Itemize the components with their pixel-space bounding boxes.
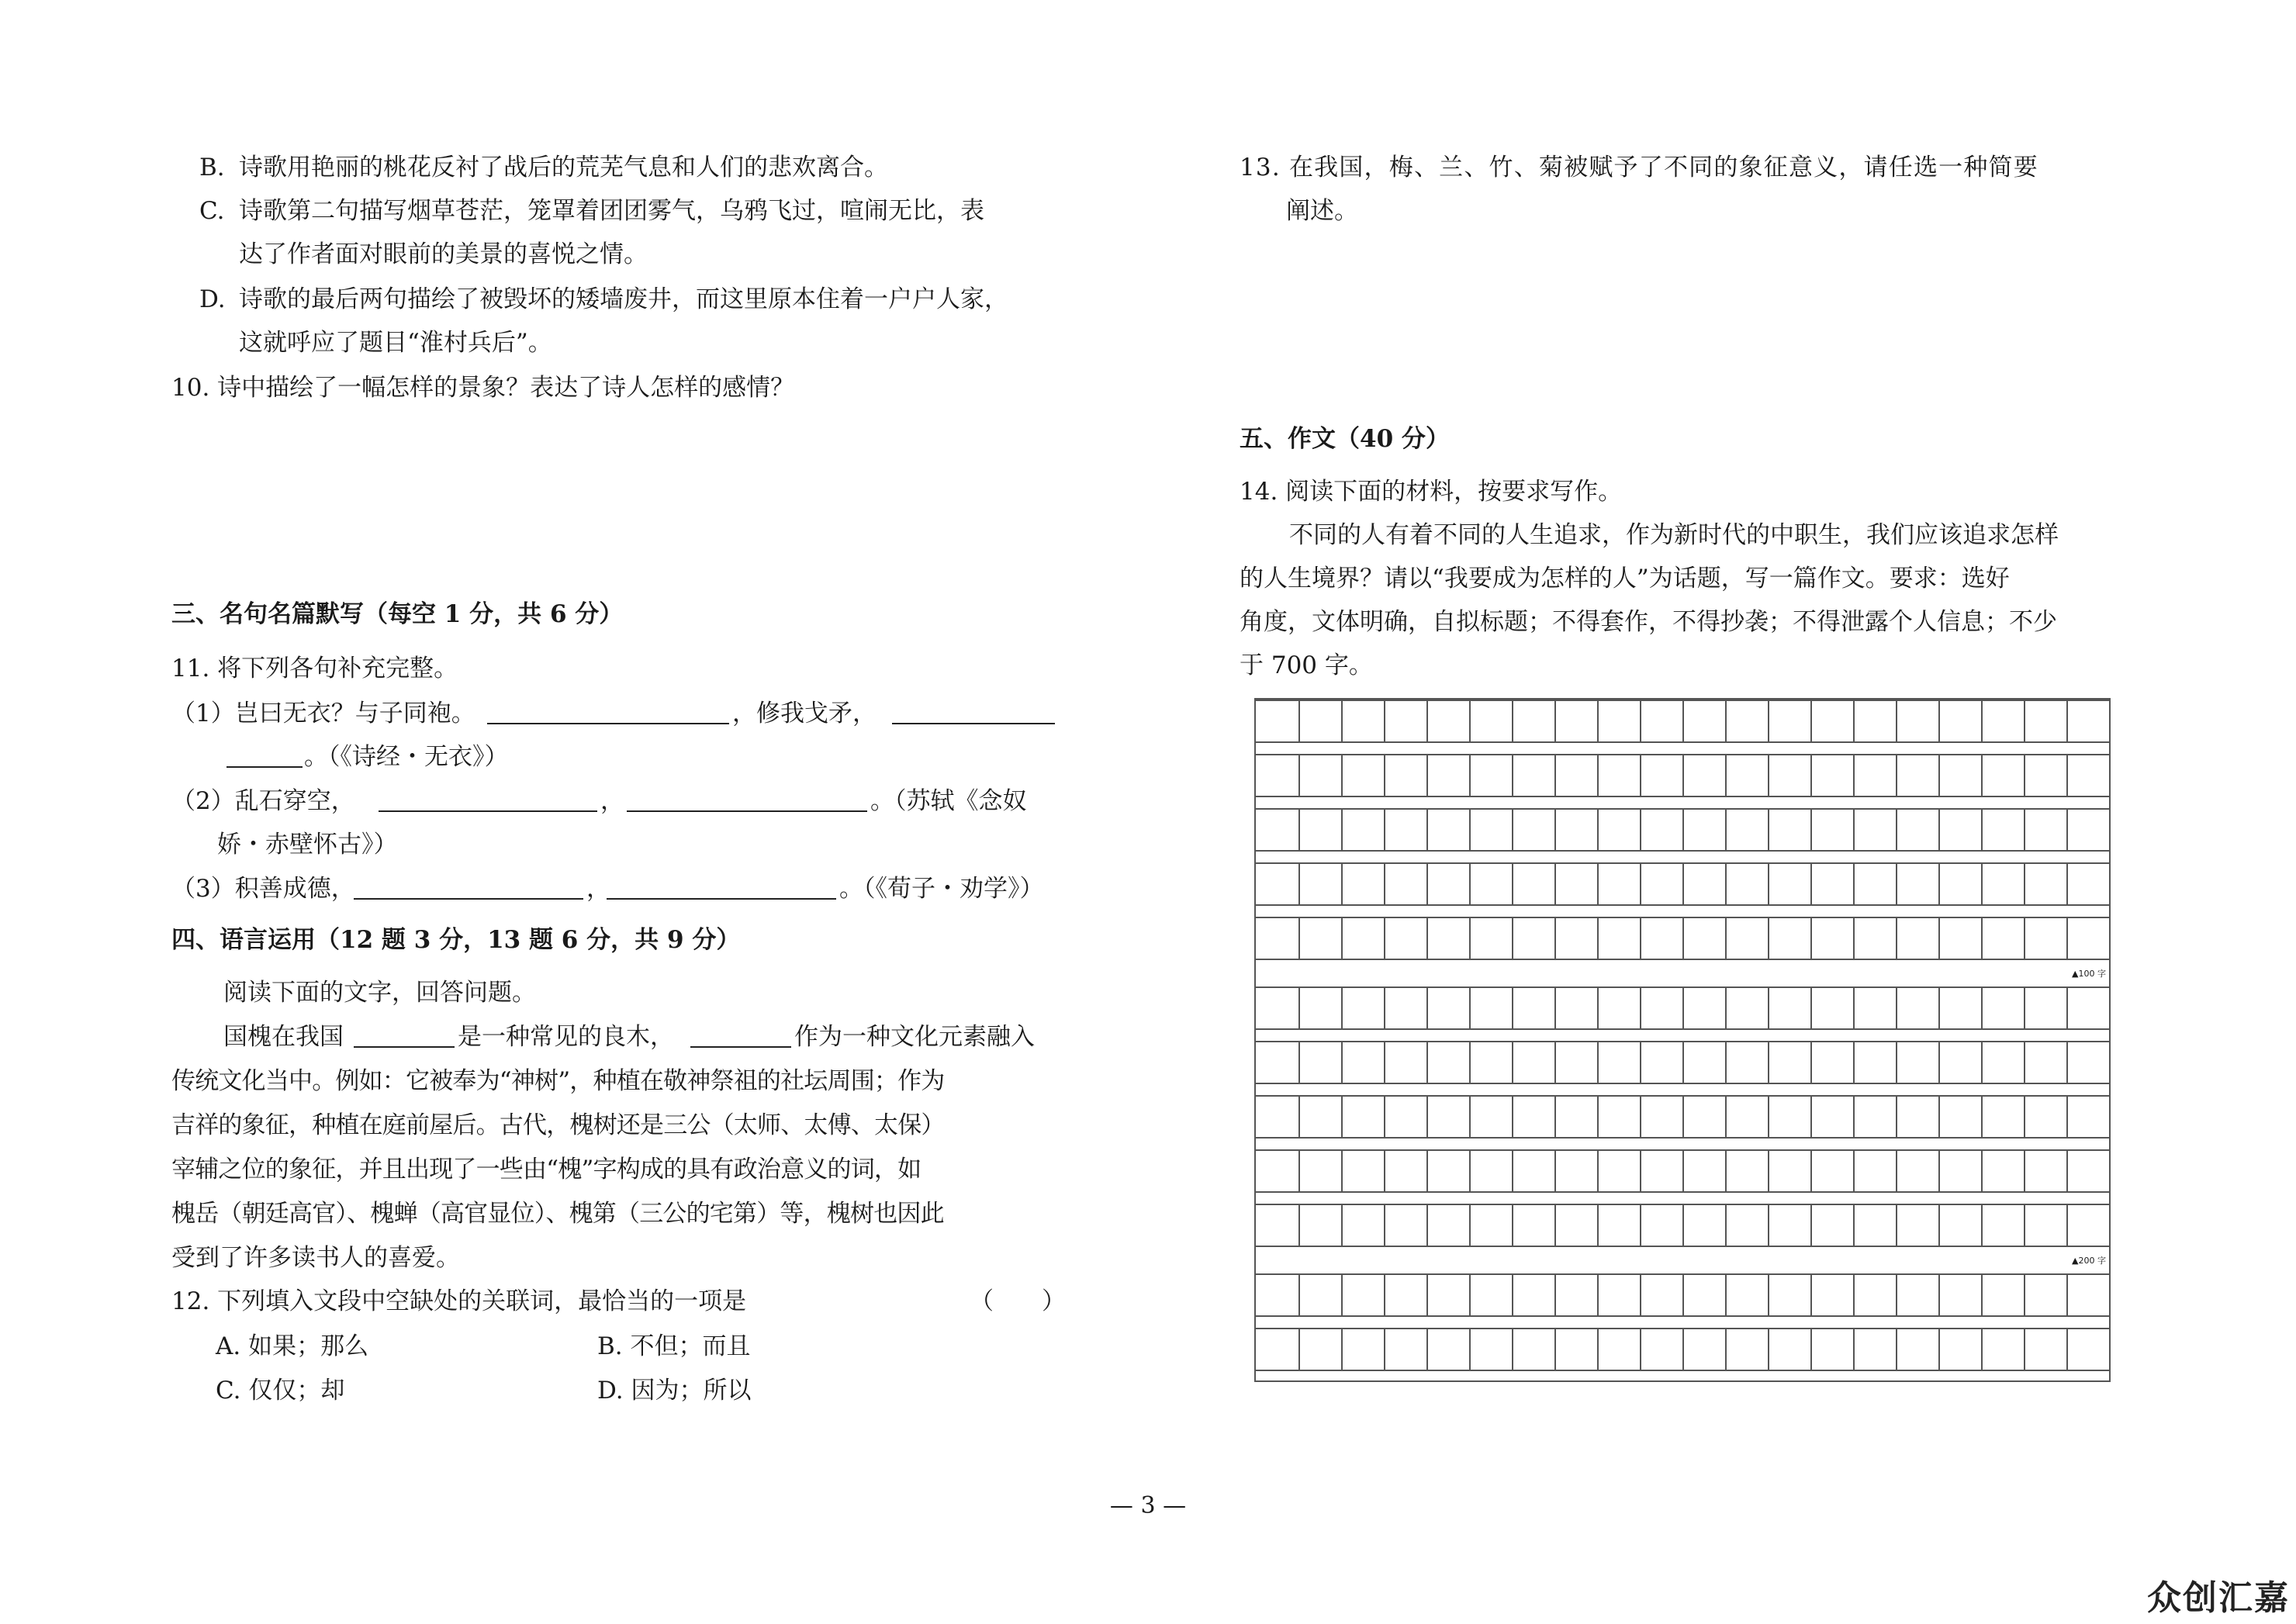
section-4-title: 四、语言运用（12 题 3 分，13 题 6 分，共 9 分） (171, 926, 741, 954)
passage-text: 吉祥的象征，种植在庭前屋后。古代，槐树还是三公（太师、太傅、太保） (171, 1111, 945, 1139)
grid-cell-line (1981, 755, 1983, 796)
grid-cell-line (1810, 1097, 1812, 1137)
answer-blank[interactable] (354, 1021, 455, 1048)
grid-cell-line (1768, 810, 1769, 850)
grid-cell-line (1938, 1205, 1940, 1246)
grid-cell-line (1597, 1329, 1599, 1370)
grid-cell-line (1426, 1151, 1428, 1191)
grid-cell-line (1469, 1275, 1471, 1315)
grid-cell-line (1725, 755, 1727, 796)
grid-cell-line (1384, 918, 1385, 959)
answer-blank[interactable] (690, 1021, 791, 1048)
grid-cell-line (1896, 755, 1897, 796)
grid-cell-line (1725, 1205, 1727, 1246)
read-prompt: 阅读下面的文字，回答问题。 (223, 979, 536, 1007)
grid-cell-line (1640, 1097, 1641, 1137)
grid-cell-line (1298, 755, 1300, 796)
grid-cell-line (1640, 810, 1641, 850)
grid-cell-line (1469, 755, 1471, 796)
grid-cell-line (1981, 1042, 1983, 1083)
grid-cell-line (1298, 701, 1300, 741)
grid-cell-line (1896, 1151, 1897, 1191)
grid-cell-line (1938, 864, 1940, 904)
grid-cell-line (1981, 988, 1983, 1028)
grid-cell-line (1981, 810, 1983, 850)
grid-cell-line (2024, 1275, 2025, 1315)
grid-cell-line (1512, 1097, 1513, 1137)
grid-cell-line (1597, 1097, 1599, 1137)
grid-cell-line (1298, 810, 1300, 850)
item-text: ， (586, 875, 610, 903)
grid-cell-line (2024, 1205, 2025, 1246)
grid-cell-line (1682, 864, 1684, 904)
grid-cell-line (1896, 918, 1897, 959)
grid-cell-line (1725, 1042, 1727, 1083)
grid-cell-line (1853, 1205, 1855, 1246)
grid-cell-line (1341, 1042, 1343, 1083)
grid-cell-line (2024, 1151, 2025, 1191)
grid-cell-line (1469, 810, 1471, 850)
grid-cell-line (1597, 864, 1599, 904)
question-12: 12. 下列填入文段中空缺处的关联词，最恰当的一项是 (171, 1287, 747, 1315)
grid-cell-line (1384, 1275, 1385, 1315)
grid-cell-line (1298, 1329, 1300, 1370)
grid-cell-line (2066, 1205, 2068, 1246)
grid-cell-line (1426, 1042, 1428, 1083)
grid-cell-line (1341, 1151, 1343, 1191)
grid-cell-line (1810, 1042, 1812, 1083)
grid-cell-line (1640, 918, 1641, 959)
grid-cell-line (1554, 755, 1556, 796)
grid-cell-line (1384, 701, 1385, 741)
grid-cell-line (1469, 1097, 1471, 1137)
grid-cell-line (1981, 1205, 1983, 1246)
option-label: B. (199, 154, 225, 181)
answer-blank[interactable] (354, 873, 583, 900)
grid-cell-line (1725, 810, 1727, 850)
grid-cell-line (1768, 864, 1769, 904)
grid-cell-line (2066, 701, 2068, 741)
grid-cell-line (1298, 918, 1300, 959)
grid-cell-line (1341, 864, 1343, 904)
option-text: 诗歌的最后两句描绘了被毁坏的矮墙废井，而这里原本住着一户户人家， (239, 285, 1008, 313)
passage-text: 作为一种文化元素融入 (794, 1023, 1035, 1051)
word-count-marker-200: ▲200 字 (2072, 1256, 2106, 1266)
grid-cell-line (1554, 1329, 1556, 1370)
grid-cell-line (1512, 918, 1513, 959)
grid-cell-line (1469, 988, 1471, 1028)
grid-cell-line (1725, 1151, 1727, 1191)
grid-cell-line (1426, 1275, 1428, 1315)
item-text: 。（《荀子・劝学》） (839, 875, 1044, 903)
grid-cell-line (1512, 988, 1513, 1028)
grid-cell-line (2024, 1042, 2025, 1083)
grid-cell-line (1640, 1151, 1641, 1191)
grid-cell-line (1298, 1151, 1300, 1191)
grid-cell-line (1341, 810, 1343, 850)
grid-cell-line (1341, 755, 1343, 796)
grid-cell-line (1896, 1097, 1897, 1137)
grid-cell-line (2024, 1329, 2025, 1370)
grid-row (1256, 754, 2109, 797)
grid-cell-line (1682, 918, 1684, 959)
grid-cell-line (1938, 1097, 1940, 1137)
grid-cell-line (2024, 810, 2025, 850)
grid-cell-line (1469, 918, 1471, 959)
grid-cell-line (2024, 864, 2025, 904)
section-3-title: 三、名句名篇默写（每空 1 分，共 6 分） (171, 600, 624, 628)
answer-blank[interactable] (487, 698, 729, 724)
option-label: C. (199, 197, 225, 225)
grid-cell-line (2066, 1275, 2068, 1315)
grid-row (1256, 1328, 2109, 1371)
option-text: 达了作者面对眼前的美景的喜悦之情。 (239, 240, 648, 268)
grid-cell-line (1512, 1042, 1513, 1083)
q12-option-c: C. 仅仅；却 (216, 1377, 345, 1405)
grid-cell-line (1640, 755, 1641, 796)
grid-cell-line (1810, 701, 1812, 741)
grid-cell-line (1640, 1205, 1641, 1246)
grid-cell-line (1554, 701, 1556, 741)
grid-cell-line (1341, 1097, 1343, 1137)
grid-cell-line (1554, 864, 1556, 904)
grid-cell-line (1384, 864, 1385, 904)
grid-cell-line (1810, 755, 1812, 796)
grid-cell-line (1512, 810, 1513, 850)
grid-cell-line (1384, 1097, 1385, 1137)
grid-cell-line (2066, 918, 2068, 959)
grid-cell-line (1896, 810, 1897, 850)
grid-cell-line (1597, 1275, 1599, 1315)
grid-cell-line (1554, 1275, 1556, 1315)
grid-cell-line (1384, 1205, 1385, 1246)
grid-cell-line (1597, 1205, 1599, 1246)
passage-text: 传统文化当中。例如：它被奉为“神树”，种植在敬神祭祖的社坛周围；作为 (171, 1067, 945, 1095)
grid-cell-line (1597, 1042, 1599, 1083)
grid-cell-line (1725, 1329, 1727, 1370)
grid-cell-line (1725, 701, 1727, 741)
grid-cell-line (1512, 864, 1513, 904)
item-text: （3）积善成德， (171, 875, 355, 903)
grid-cell-line (2024, 918, 2025, 959)
grid-cell-line (1426, 864, 1428, 904)
grid-cell-line (1853, 1329, 1855, 1370)
grid-cell-line (1682, 1097, 1684, 1137)
grid-cell-line (1512, 701, 1513, 741)
grid-cell-line (1981, 864, 1983, 904)
grid-cell-line (1597, 701, 1599, 741)
grid-cell-line (1512, 1275, 1513, 1315)
passage-text: 槐岳（朝廷高官）、槐蝉（高官显位）、槐第（三公的宅第）等，槐树也因此 (171, 1200, 944, 1228)
grid-cell-line (1768, 1151, 1769, 1191)
grid-cell-line (1384, 810, 1385, 850)
grid-cell-line (1682, 701, 1684, 741)
grid-row (1256, 700, 2109, 743)
grid-cell-line (1384, 1042, 1385, 1083)
grid-cell-line (1682, 988, 1684, 1028)
grid-cell-line (1853, 1097, 1855, 1137)
grid-cell-line (1810, 1205, 1812, 1246)
grid-cell-line (2066, 988, 2068, 1028)
grid-cell-line (1554, 1205, 1556, 1246)
grid-cell-line (1384, 1151, 1385, 1191)
grid-row (1256, 986, 2109, 1030)
grid-cell-line (1597, 1151, 1599, 1191)
grid-row (1256, 1095, 2109, 1139)
grid-cell-line (1426, 810, 1428, 850)
question-11: 11. 将下列各句补充完整。 (171, 655, 458, 682)
grid-cell-line (1896, 701, 1897, 741)
grid-cell-line (2066, 1151, 2068, 1191)
prompt-line: 的人生境界？请以“我要成为怎样的人”为话题，写一篇作文。要求：选好 (1240, 565, 2010, 593)
passage-text: 国槐在我国 (223, 1023, 344, 1051)
grid-cell-line (2024, 1097, 2025, 1137)
grid-cell-line (1853, 1151, 1855, 1191)
grid-cell-line (1810, 988, 1812, 1028)
grid-cell-line (1810, 864, 1812, 904)
grid-cell-line (1469, 1205, 1471, 1246)
grid-cell-line (1768, 1205, 1769, 1246)
grid-row (1256, 1149, 2109, 1193)
grid-cell-line (1938, 918, 1940, 959)
grid-cell-line (1384, 1329, 1385, 1370)
grid-cell-line (1853, 918, 1855, 959)
question-10: 10. 诗中描绘了一幅怎样的景象？表达了诗人怎样的感情？ (171, 374, 795, 402)
grid-cell-line (1725, 1097, 1727, 1137)
grid-cell-line (1938, 1275, 1940, 1315)
item-text: （1）岂曰无衣？与子同袍。 (171, 700, 475, 727)
item-text: ， (600, 787, 624, 815)
grid-cell-line (1938, 701, 1940, 741)
answer-paren[interactable]: （ ） (970, 1287, 1066, 1315)
grid-cell-line (1853, 701, 1855, 741)
grid-cell-line (1469, 864, 1471, 904)
grid-cell-line (1682, 810, 1684, 850)
grid-cell-line (1341, 918, 1343, 959)
grid-cell-line (1640, 1275, 1641, 1315)
grid-cell-line (1768, 1042, 1769, 1083)
grid-cell-line (1426, 1205, 1428, 1246)
grid-cell-line (1682, 1275, 1684, 1315)
grid-cell-line (1853, 755, 1855, 796)
grid-cell-line (1938, 755, 1940, 796)
grid-row (1256, 808, 2109, 852)
grid-cell-line (1341, 701, 1343, 741)
grid-cell-line (1938, 810, 1940, 850)
grid-cell-line (1554, 1097, 1556, 1137)
grid-row (1256, 862, 2109, 906)
grid-cell-line (2024, 988, 2025, 1028)
grid-cell-line (2066, 864, 2068, 904)
grid-cell-line (1341, 1205, 1343, 1246)
grid-cell-line (1896, 1275, 1897, 1315)
grid-row (1256, 1204, 2109, 1247)
item-text: 。（苏轼《念奴 (870, 787, 1027, 815)
grid-cell-line (1768, 1097, 1769, 1137)
grid-cell-line (1725, 864, 1727, 904)
grid-cell-line (2024, 755, 2025, 796)
option-text: 诗歌第二句描写烟草苍茫，笼罩着团团雾气，乌鸦飞过，喧闹无比，表 (239, 197, 984, 225)
grid-cell-line (1896, 864, 1897, 904)
item-text: 。（《诗经・无衣》） (304, 743, 509, 771)
grid-cell-line (1981, 701, 1983, 741)
grid-cell-line (1597, 988, 1599, 1028)
prompt-line: 不同的人有着不同的人生追求，作为新时代的中职生，我们应该追求怎样 (1289, 521, 2059, 549)
grid-cell-line (1725, 1275, 1727, 1315)
page-number: — 3 — (1109, 1492, 1187, 1519)
question-14: 14. 阅读下面的材料，按要求写作。 (1240, 478, 1623, 506)
question-13-cont: 阐述。 (1286, 197, 1358, 225)
grid-row (1256, 917, 2109, 960)
grid-cell-line (1554, 918, 1556, 959)
grid-cell-line (1853, 1042, 1855, 1083)
grid-cell-line (1725, 988, 1727, 1028)
grid-cell-line (1768, 1275, 1769, 1315)
section-5-title: 五、作文（40 分） (1240, 425, 1450, 453)
grid-cell-line (1597, 918, 1599, 959)
grid-cell-line (1896, 988, 1897, 1028)
grid-cell-line (1298, 1097, 1300, 1137)
grid-cell-line (1426, 918, 1428, 959)
grid-cell-line (1981, 918, 1983, 959)
grid-cell-line (1810, 1151, 1812, 1191)
grid-cell-line (1896, 1205, 1897, 1246)
grid-cell-line (1853, 864, 1855, 904)
grid-cell-line (1768, 918, 1769, 959)
grid-cell-line (1341, 988, 1343, 1028)
passage-text: 受到了许多读书人的喜爱。 (171, 1244, 460, 1272)
grid-cell-line (1512, 1151, 1513, 1191)
grid-row (1256, 1273, 2109, 1317)
prompt-line: 于 700 字。 (1240, 651, 1373, 679)
grid-cell-line (1341, 1275, 1343, 1315)
grid-cell-line (1938, 1329, 1940, 1370)
grid-cell-line (1682, 755, 1684, 796)
passage-text: 宰辅之位的象征，并且出现了一些由“槐”字构成的具有政治意义的词，如 (171, 1156, 922, 1183)
grid-cell-line (1682, 1329, 1684, 1370)
grid-cell-line (1384, 755, 1385, 796)
grid-cell-line (1853, 1275, 1855, 1315)
grid-cell-line (1725, 918, 1727, 959)
grid-cell-line (1298, 988, 1300, 1028)
grid-cell-line (1554, 1042, 1556, 1083)
word-count-marker-100: ▲100 字 (2072, 969, 2106, 979)
grid-cell-line (1597, 810, 1599, 850)
answer-blank[interactable] (607, 873, 836, 900)
grid-cell-line (2066, 755, 2068, 796)
grid-cell-line (1896, 1329, 1897, 1370)
grid-cell-line (1512, 1205, 1513, 1246)
question-13: 13. 在我国，梅、兰、竹、菊被赋予了不同的象征意义，请任选一种简要 (1240, 154, 2038, 181)
grid-cell-line (1384, 988, 1385, 1028)
grid-cell-line (1981, 1097, 1983, 1137)
grid-cell-line (1981, 1151, 1983, 1191)
item-text: （2）乱石穿空， (171, 787, 355, 815)
passage-text: 是一种常见的良木， (458, 1023, 674, 1051)
grid-cell-line (1554, 810, 1556, 850)
answer-blank[interactable] (379, 786, 597, 812)
grid-cell-line (1768, 988, 1769, 1028)
q12-option-d: D. 因为；所以 (597, 1377, 752, 1405)
q12-option-a: A. 如果；那么 (216, 1332, 369, 1360)
grid-cell-line (1298, 864, 1300, 904)
grid-cell-line (1298, 1205, 1300, 1246)
grid-cell-line (2066, 1097, 2068, 1137)
prompt-line: 角度，文体明确，自拟标题；不得套作，不得抄袭；不得泄露个人信息；不少 (1240, 608, 2057, 636)
grid-cell-line (2066, 1042, 2068, 1083)
grid-cell-line (1512, 1329, 1513, 1370)
option-text: 诗歌用艳丽的桃花反衬了战后的荒芜气息和人们的悲欢离合。 (239, 154, 888, 181)
option-label: D. (199, 285, 226, 313)
grid-cell-line (1554, 988, 1556, 1028)
grid-cell-line (1938, 988, 1940, 1028)
grid-cell-line (1810, 1329, 1812, 1370)
answer-blank[interactable] (627, 786, 867, 812)
grid-cell-line (1682, 1151, 1684, 1191)
q12-option-b: B. 不但；而且 (597, 1332, 751, 1360)
grid-cell-line (1426, 1097, 1428, 1137)
grid-cell-line (2066, 810, 2068, 850)
grid-cell-line (1426, 701, 1428, 741)
grid-cell-line (1938, 1151, 1940, 1191)
grid-cell-line (1298, 1275, 1300, 1315)
grid-cell-line (1938, 1042, 1940, 1083)
grid-cell-line (2066, 1329, 2068, 1370)
grid-cell-line (1597, 755, 1599, 796)
item-text: 娇・赤壁怀古》） (217, 831, 398, 859)
grid-cell-line (1554, 1151, 1556, 1191)
grid-cell-line (1896, 1042, 1897, 1083)
grid-cell-line (1682, 1205, 1684, 1246)
grid-cell-line (1768, 1329, 1769, 1370)
grid-cell-line (1853, 988, 1855, 1028)
grid-cell-line (1426, 988, 1428, 1028)
grid-cell-line (1426, 755, 1428, 796)
grid-cell-line (1810, 918, 1812, 959)
grid-cell-line (1426, 1329, 1428, 1370)
grid-cell-line (1298, 1042, 1300, 1083)
grid-cell-line (1341, 1329, 1343, 1370)
grid-cell-line (1768, 755, 1769, 796)
grid-cell-line (1640, 1329, 1641, 1370)
grid-cell-line (1853, 810, 1855, 850)
grid-cell-line (1810, 1275, 1812, 1315)
grid-cell-line (1640, 701, 1641, 741)
essay-grid[interactable] (1254, 698, 2111, 1382)
grid-cell-line (1981, 1275, 1983, 1315)
grid-cell-line (1981, 1329, 1983, 1370)
grid-row (1256, 1041, 2109, 1084)
grid-cell-line (2024, 701, 2025, 741)
grid-cell-line (1640, 864, 1641, 904)
grid-cell-line (1512, 755, 1513, 796)
grid-cell-line (1640, 988, 1641, 1028)
grid-cell-line (1768, 701, 1769, 741)
watermark-logo: 众创汇嘉 (2147, 1578, 2290, 1618)
grid-cell-line (1640, 1042, 1641, 1083)
grid-cell-line (1469, 1151, 1471, 1191)
grid-cell-line (1682, 1042, 1684, 1083)
option-text: 这就呼应了题目“淮村兵后”。 (239, 329, 552, 357)
grid-cell-line (1469, 701, 1471, 741)
answer-blank[interactable] (226, 741, 303, 768)
grid-cell-line (1469, 1329, 1471, 1370)
answer-blank[interactable] (892, 698, 1055, 724)
item-text: ，修我戈矛， (732, 700, 877, 727)
grid-cell-line (1469, 1042, 1471, 1083)
grid-cell-line (1810, 810, 1812, 850)
